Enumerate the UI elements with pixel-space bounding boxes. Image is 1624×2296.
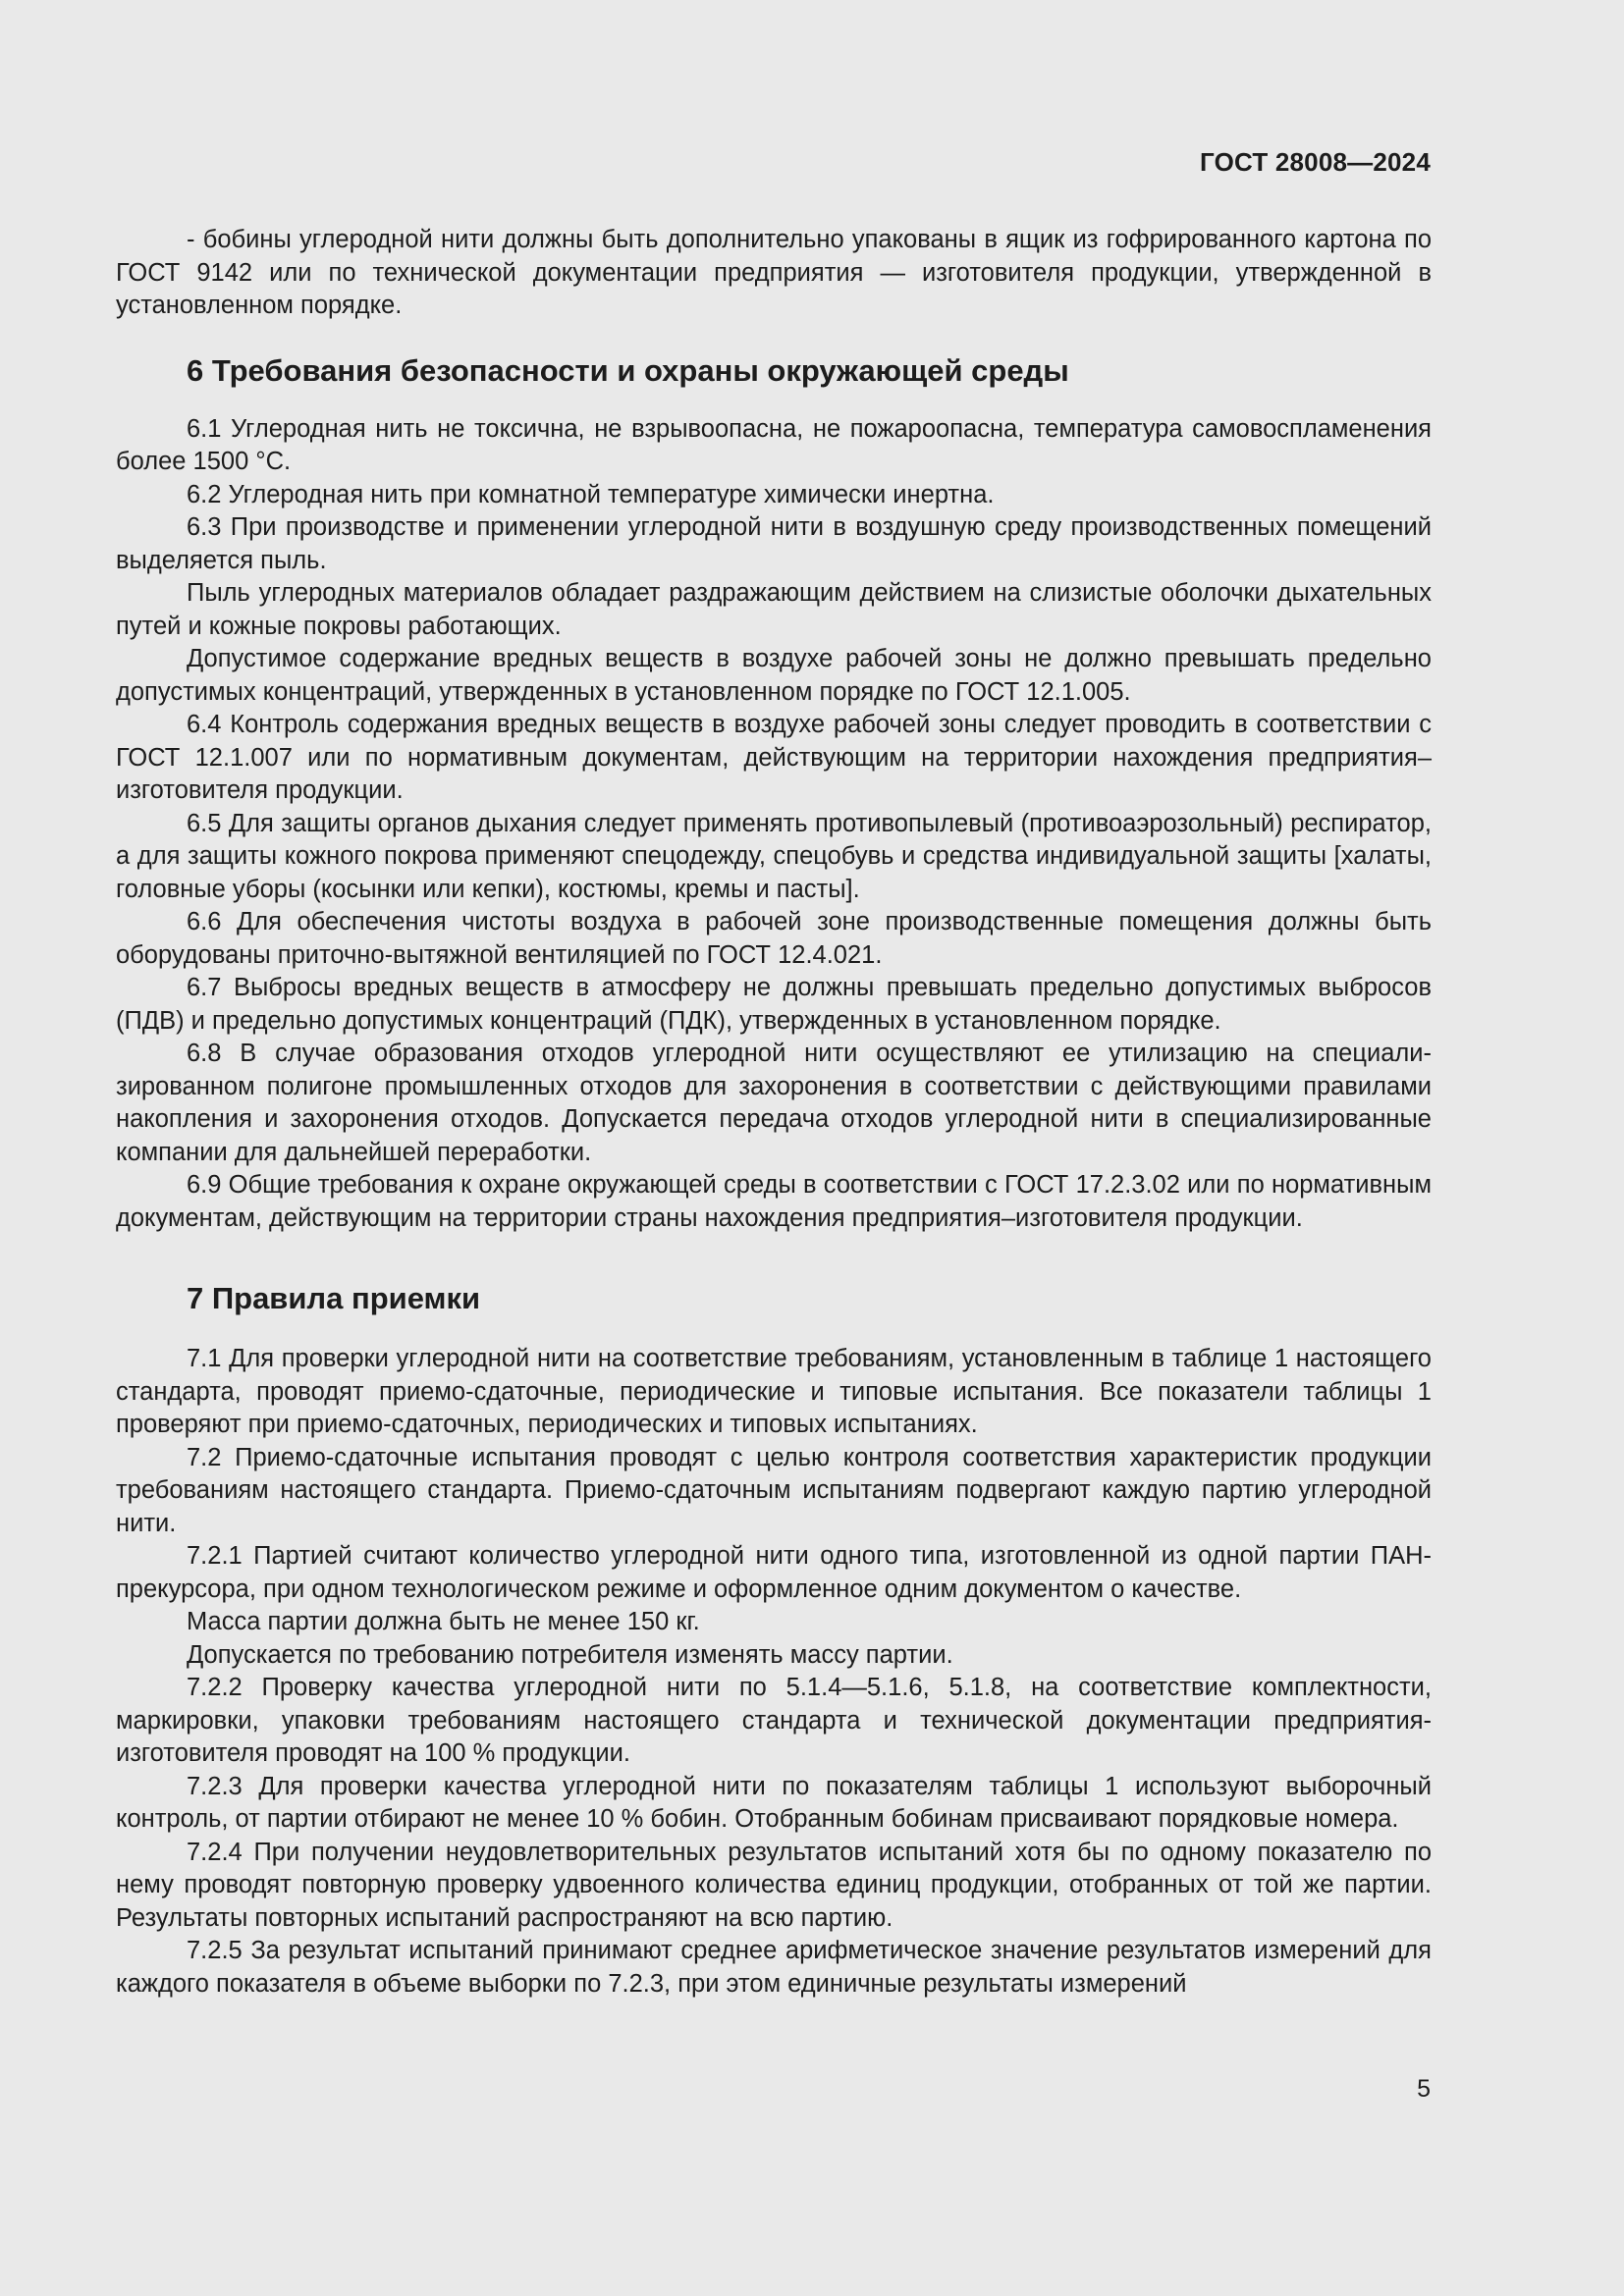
intro-paragraph: - бобины углеродной нити должны быть дополнительно упакованы в ящик из гофрированного картона по ГОСТ 9142 или по технической документации предприятия — изготовителя продукции, утвержденной в установленном порядке. — [116, 226, 1432, 319]
paragraph-6-9: 6.9 Общие требования к охране окружающей среды в соответствии с ГОСТ 17.2.3.02 или по нормативным документам, действующим на территории страны нахождения предприятия–изготовителя продукции. — [116, 1171, 1432, 1232]
paragraph-7-2-1-allowance: Допускается по требованию потребителя изменять массу партии. — [187, 1640, 953, 1669]
paragraph-6-5: 6.5 Для защиты органов дыхания следует применять противопылевый (противоаэрозольный) респиратор, а для защиты кожного покрова применяют спецодежду, спецобувь и средства индивидуальной защиты [халаты, головные уборы (косынки или кепки), костюмы, кремы и пасты]. — [116, 809, 1432, 903]
paragraph-7-2-3: 7.2.3 Для проверки качества углеродной нити по показателям таблицы 1 используют выборочный контроль, от партии отбирают не менее 10 % бобин. Отобранным бобинам присваивают порядковые номера. — [116, 1772, 1432, 1833]
paragraph-7-2-2: 7.2.2 Проверку качества углеродной нити по 5.1.4—5.1.6, 5.1.8, на соответствие комплектности, маркировки, упаковки требованиям настоящего стандарта и технической документации предприятия-изготовителя проводят на 100 % продукции. — [116, 1674, 1432, 1767]
section-6-body — [116, 413, 1432, 1236]
section-7-title: 7 Правила приемки — [187, 1281, 481, 1315]
page-content — [116, 224, 1432, 2001]
paragraph-6-1: 6.1 Углеродная нить не токсична, не взрывоопасна, не пожароопасна, температура самовоспламенения более 1500 °С. — [116, 414, 1432, 475]
paragraph-6-3-dust: Пыль углеродных материалов обладает раздражающим действием на слизистые оболочки дыхательных путей и кожные покровы работающих. — [116, 579, 1432, 640]
section-7-body — [116, 1343, 1432, 2001]
paragraph-7-2-5: 7.2.5 За результат испытаний принимают среднее арифметическое значение результатов измерений для каждого показателя в объеме выборки по 7.2.3, при этом единичные результаты измерений — [116, 1937, 1432, 1998]
paragraph-7-2: 7.2 Приемо-сдаточные испытания проводят с целью контроля соответствия характеристик продукции требованиям настоящего стандарта. Приемо-сдаточным испытаниям подвергают каждую партию углеродной нити. — [116, 1443, 1432, 1537]
paragraph-7-2-4: 7.2.4 При получении неудовлетворительных результатов испытаний хотя бы по одному показателю по нему проводят повторную проверку удвоенного количества единиц продукции, отобранных от той же партии. Результаты повторных испытаний распространяют на всю партию. — [116, 1838, 1432, 1932]
section-6-title: 6 Требования безопасности и охраны окружающей среды — [187, 352, 1069, 388]
paragraph-7-2-1: 7.2.1 Партией считают количество углеродной нити одного типа, изготовленной из одной партии ПАН-прекурсора, при одном технологическом режиме и оформленное одним документом о качестве. — [116, 1542, 1432, 1603]
paragraph-6-4: 6.4 Контроль содержания вредных веществ в воздухе рабочей зоны следует проводить в соответствии с ГОСТ 12.1.007 или по нормативным документам, действующим на территории нахождения предприятия–изготовителя продукции. — [116, 711, 1432, 804]
paragraph-6-7: 6.7 Выбросы вредных веществ в атмосферу не должны превышать предельно допустимых выбросов (ПДВ) и предельно допустимых концентраций (ПДК), утвержденных в установленном порядке. — [116, 974, 1432, 1035]
paragraph-6-3: 6.3 При производстве и применении углеродной нити в воздушную среду производственных помещений выделяется пыль. — [116, 513, 1432, 574]
document-code-header: ГОСТ 28008—2024 — [1200, 147, 1431, 177]
paragraph-6-8: 6.8 В случае образования отходов углеродной нити осуществляют ее утилизацию на специализированном полигоне промышленных отходов для захоронения в соответствии с действующими правилами накопления и захоронения отходов. Допускается передача отходов углеродной нити в специализированные компании для дальнейшей переработки. — [116, 1040, 1432, 1166]
paragraph-6-3-limits: Допустимое содержание вредных веществ в воздухе рабочей зоны не должно превышать предельно допустимых концентраций, утвержденных в установленном порядке по ГОСТ 12.1.005. — [116, 645, 1432, 706]
paragraph-7-2-1-mass: Масса партии должна быть не менее 150 кг. — [187, 1608, 700, 1635]
paragraph-6-2: 6.2 Углеродная нить при комнатной температуре химически инертна. — [187, 480, 995, 508]
paragraph-7-1: 7.1 Для проверки углеродной нити на соответствие требованиям, установленным в таблице 1 настоящего стандарта, проводят приемо-сдаточные, периодические и типовые испытания. Все показатели таблицы 1 проверяют при приемо-сдаточных, периодических и типовых испытаниях. — [116, 1345, 1432, 1438]
paragraph-6-6: 6.6 Для обеспечения чистоты воздуха в рабочей зоне производственные помещения должны быть оборудованы приточно-вытяжной вентиляцией по ГОСТ 12.4.021. — [116, 908, 1432, 969]
page-number: 5 — [1417, 2075, 1431, 2103]
